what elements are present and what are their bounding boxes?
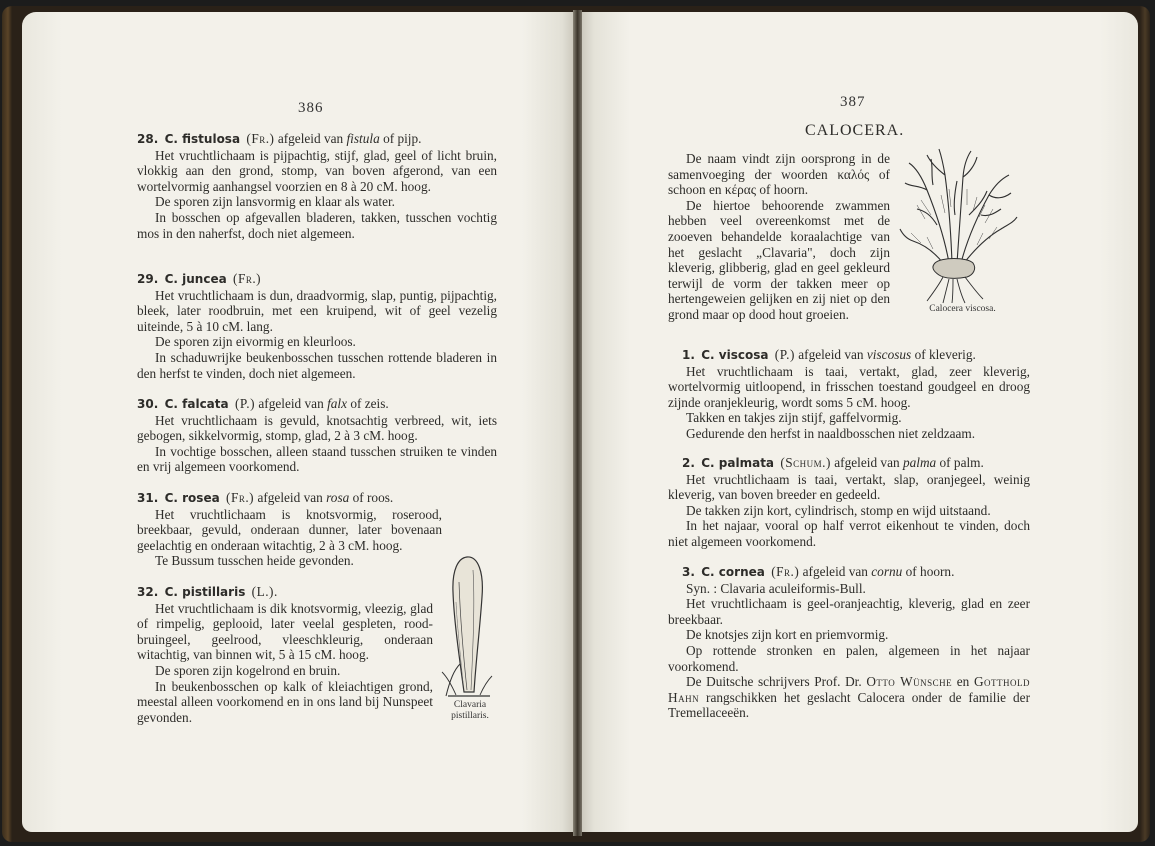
species-author: (L.). — [251, 584, 278, 599]
entry-calocera-3 — [668, 564, 1030, 721]
paragraph: In beukenbosschen op kalk of kleiachtigen grond, meestal alleen voorkomend en in ons land bij Nunspeet gevonden. — [137, 678, 433, 725]
entry-28 — [137, 131, 497, 241]
paragraph: Het vruchtlichaam is dik knotsvormig, vleezig, glad of rimpelig, geplooid, later veelal gespleten, rood-bruingeel, geelrood, vleeschkleurig, onderaan witachtig, van binnen wit, 5 à 15 cM. hoog. — [137, 600, 433, 663]
etymology-word: cornu — [871, 564, 903, 579]
closing-text: en — [956, 674, 970, 690]
etymology-word: viscosus — [866, 347, 912, 362]
entry-number: 3. — [682, 565, 695, 579]
species-name: C. fistulosa — [164, 132, 241, 146]
paragraph: In schaduwrijke beukenbosschen tusschen rottende bladeren in den herfst te vinden, doch niet algemeen. — [137, 349, 497, 381]
paragraph: De knotsjes zijn kort en priemvormig. — [686, 627, 889, 643]
paragraph: De sporen zijn kogelrond en bruin. — [155, 662, 341, 678]
clavaria-pistillaris-illustration — [440, 552, 496, 697]
book-gutter — [573, 10, 582, 836]
paragraph: Op rottende stronken en palen, algemeen in het najaar voorkomend. — [668, 642, 1030, 674]
entry-29 — [137, 271, 497, 381]
paragraph: Het vruchtlichaam is geel-oranjeachtig, kleverig, glad en zeer breekbaar. — [668, 596, 1030, 627]
closing-paragraph — [668, 674, 1030, 721]
etymology-text: afgeleid van — [257, 490, 323, 505]
paragraph: Het vruchtlichaam is dun, draadvormig, slap, puntig, pijpachtig, bleek, later roodbruin, met een kruipend, wit of geel vezelig uiteinde, 5 à 10 cM. lang. — [137, 287, 497, 334]
figure-caption-pistillaris — [440, 700, 500, 722]
etymology-text: of pijp. — [383, 131, 422, 146]
entry-number: 1. — [682, 348, 695, 362]
entry-calocera-1 — [668, 347, 1030, 442]
paragraph: De sporen zijn lansvormig en klaar als water. — [155, 194, 396, 210]
species-name: C. falcata — [164, 397, 229, 411]
entry-number: 32. — [137, 585, 159, 599]
etymology-word: rosa — [326, 490, 350, 505]
paragraph: Syn. : Clavaria aculeiformis-Bull. — [686, 580, 866, 596]
etymology-text: of palm. — [939, 455, 984, 470]
paragraph: De naam vindt zijn oorsprong in de samenvoeging der woorden καλός of schoon en κέρας of hoorn. — [668, 151, 890, 198]
paragraph: De takken zijn kort, cylindrisch, stomp en wijd uitstaand. — [686, 502, 991, 518]
etymology-word: fistula — [346, 131, 380, 146]
etymology-text: afgeleid van — [802, 564, 868, 579]
paragraph: Het vruchtlichaam is taai, vertakt, glad, zeer kleverig, wortelvormig uitloopend, in frisschen toestand goudgeel en droog zijnde oranjekleurig, wordt soms 5 cM. hoog. — [668, 363, 1030, 410]
page-number-right: 387 — [840, 94, 866, 110]
species-author: (Fr.) — [246, 131, 275, 146]
entry-number: 29. — [137, 272, 159, 286]
entry-32 — [137, 584, 433, 725]
author-name: Gotthold Hahn — [668, 674, 1031, 705]
caption-line: Clavaria — [453, 700, 487, 710]
entry-30 — [137, 396, 497, 475]
etymology-text: afgeleid van — [834, 455, 900, 470]
caption-line: pistillaris. — [451, 711, 489, 721]
entry-number: 30. — [137, 397, 159, 411]
etymology-text: of roos. — [352, 490, 394, 505]
paragraph: In het najaar, vooral op half verrot eikenhout te vinden, doch niet algemeen voorkomend. — [668, 518, 1030, 549]
paragraph: In bosschen op afgevallen bladeren, takken, tusschen vochtig mos in den naherfst, doch niet algemeen. — [137, 209, 497, 241]
paragraph: Gedurende den herfst in naaldbosschen niet zeldzaam. — [686, 425, 976, 441]
etymology-text: afgeleid van — [798, 347, 864, 362]
paragraph: Te Bussum tusschen heide gevonden. — [155, 553, 354, 569]
species-author: (Fr.) — [226, 490, 255, 505]
species-author: (P.) — [234, 396, 256, 411]
species-name: C. juncea — [164, 272, 227, 286]
species-name: C. palmata — [701, 456, 775, 470]
paragraph: In vochtige bosschen, alleen staand tusschen struiken te vinden en vrij algemeen voorkomend. — [137, 443, 497, 475]
author-name: Otto Wünsche — [866, 674, 953, 690]
paragraph: Takken en takjes zijn stijf, gaffelvormig. — [686, 410, 902, 426]
paragraph: Het vruchtlichaam is pijpachtig, stijf, glad, geel of licht bruin, vlokkig aan den grond, stomp, van boven afgerond, van een wortelvormig aanhangsel voorzien en 8 à 20 cM. hoog. — [137, 147, 497, 194]
etymology-text: afgeleid van — [277, 131, 344, 146]
paragraph: De sporen zijn eivormig en kleurloos. — [155, 334, 356, 350]
calocera-viscosa-illustration — [897, 145, 1022, 305]
species-name: C. cornea — [701, 565, 765, 579]
calocera-intro — [668, 151, 890, 323]
paragraph: Het vruchtlichaam is knotsvormig, roserood, breekbaar, gevuld, onderaan dunner, later bovenaan geelachtig en onderaan witachtig, 2 à 3 cM. hoog. — [137, 506, 442, 553]
entry-number: 2. — [682, 456, 695, 470]
species-author: (Schum.) — [780, 455, 831, 470]
paragraph: De hiertoe behoorende zwammen hebben veel overeenkomst met de zooeven behandelde koraalachtige van het geslacht „Clavaria", doch zijn kleverig, glibberig, glad en geel gekleurd terwijl de vorm der takken meer op hertengeweien gelijken en zij niet op den grond maar op dood hout groeien. — [668, 197, 890, 322]
etymology-text: of zeis. — [350, 396, 389, 411]
closing-text: rangschikken het geslacht Calocera onder de familie der Tremellaceeën. — [668, 689, 1030, 721]
entry-number: 31. — [137, 491, 159, 505]
species-author: (P.) — [774, 347, 795, 362]
species-name: C. rosea — [164, 491, 220, 505]
species-name: C. pistillaris — [164, 585, 246, 599]
entry-calocera-2 — [668, 455, 1030, 550]
etymology-word: palma — [902, 455, 937, 470]
entry-number: 28. — [137, 132, 159, 146]
etymology-word: falx — [327, 396, 348, 411]
species-name: C. viscosa — [701, 348, 769, 362]
paragraph: Het vruchtlichaam is gevuld, knotsachtig verbreed, wit, iets gebogen, sikkelvormig, stomp, glad, 2 à 3 cM. hoog. — [137, 412, 497, 444]
species-author: (Fr.) — [233, 271, 262, 286]
page-number-left: 386 — [298, 100, 324, 116]
etymology-text: afgeleid van — [258, 396, 324, 411]
etymology-text: of hoorn. — [905, 564, 955, 579]
closing-text: De Duitsche schrijvers Prof. Dr. — [686, 674, 862, 690]
figure-caption-viscosa: Calocera viscosa. — [929, 304, 996, 314]
etymology-text: of kleverig. — [914, 347, 976, 362]
species-author: (Fr.) — [771, 564, 800, 579]
paragraph: Het vruchtlichaam is taai, vertakt, slap, oranjegeel, weinig kleverig, van boven breeder en gedeeld. — [668, 471, 1030, 503]
section-title: CALOCERA. — [805, 122, 905, 139]
